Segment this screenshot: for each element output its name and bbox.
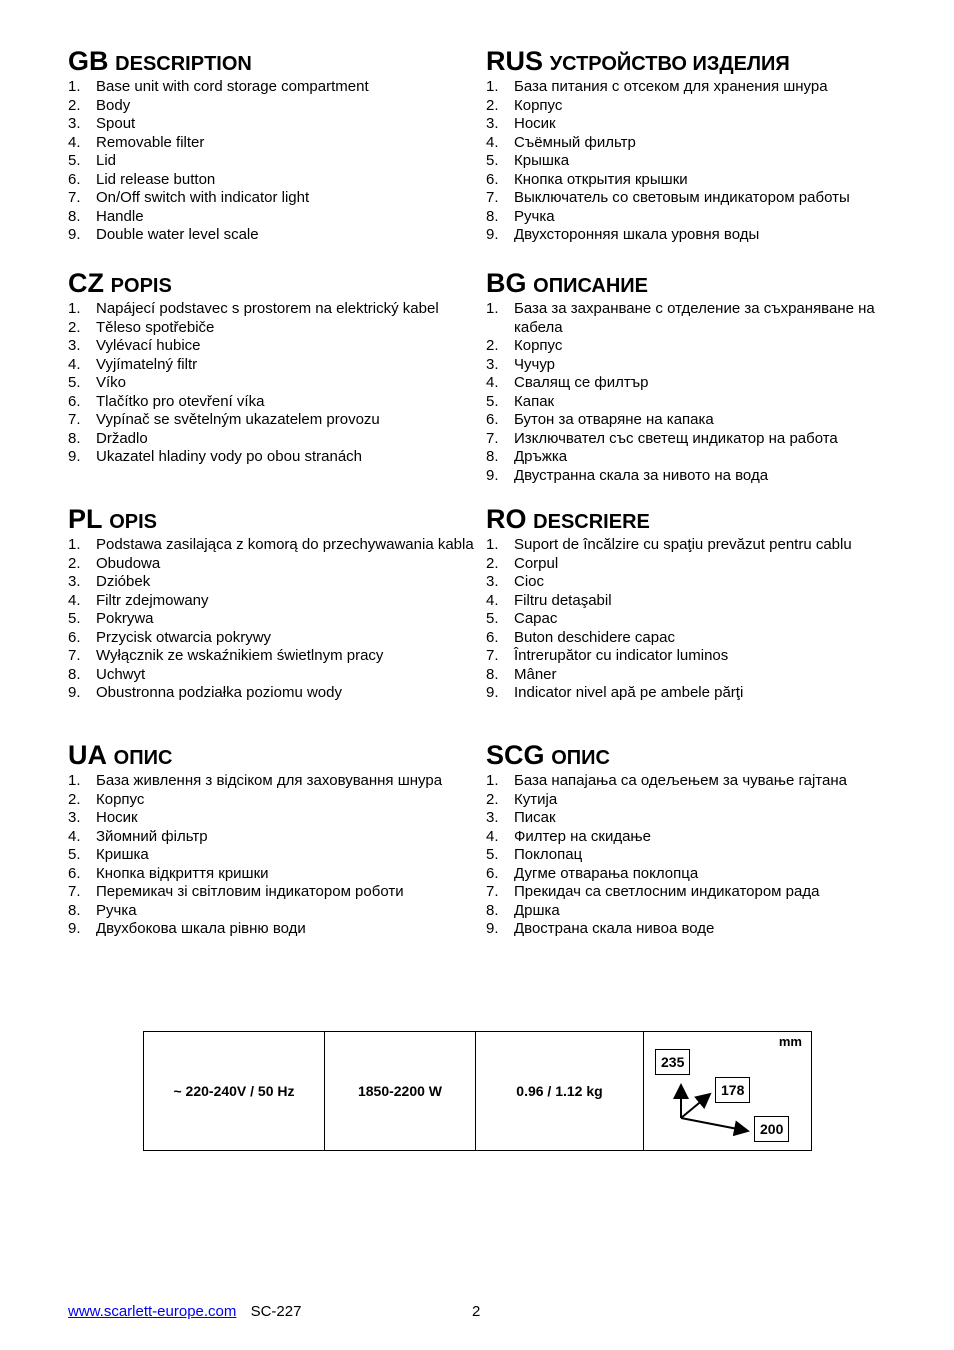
item-text: Кнопка открытия крышки: [514, 170, 688, 188]
item-number: 6.: [486, 411, 499, 428]
section-code: RUS: [486, 46, 544, 76]
item-number: 8.: [68, 207, 81, 225]
list-item: [486, 573, 896, 592]
section-cz: [68, 266, 478, 467]
item-number: 1.: [486, 536, 499, 553]
list-item: [486, 536, 896, 555]
list-item: [68, 356, 478, 375]
section-title: [68, 44, 478, 78]
item-number: 7.: [486, 189, 499, 206]
list-item: [68, 374, 478, 393]
item-number: 1.: [68, 300, 81, 317]
item-text: Lid: [96, 152, 117, 169]
item-text: Handle: [96, 207, 144, 225]
page-number: 2: [472, 1303, 481, 1320]
item-text: Indicator nivel apă pe ambele părţi: [514, 684, 744, 701]
item-number: 9.: [68, 448, 81, 465]
item-number: 5.: [68, 610, 81, 627]
list-item: [68, 337, 478, 356]
item-text: Double water level scale: [96, 226, 259, 243]
item-number: 3.: [486, 355, 499, 373]
item-number: 6.: [68, 628, 81, 646]
dimension-unit: mm: [778, 1034, 802, 1049]
section-name: ОПИС: [113, 747, 173, 769]
item-text: Съёмный фильтр: [514, 133, 636, 151]
item-text: Lid release button: [96, 170, 216, 188]
item-number: 4.: [68, 827, 81, 845]
item-number: 1.: [486, 772, 499, 789]
section-title: [486, 738, 896, 772]
section-name: POPIS: [110, 275, 172, 297]
list-item: [68, 555, 478, 574]
item-number: 6.: [68, 170, 81, 188]
item-text: Vypínač se světelným ukazatelem provozu: [96, 411, 380, 428]
item-text: Носик: [514, 115, 556, 132]
section-title: [486, 44, 896, 78]
item-text: Бутон за отваряне на капака: [514, 411, 714, 428]
item-number: 9.: [68, 684, 81, 701]
item-number: 8.: [486, 448, 499, 465]
section-name: DESCRIPTION: [115, 53, 252, 75]
spec-row: [144, 1032, 812, 1151]
item-text: Vyjímatelný filtr: [96, 355, 198, 373]
list-item: [68, 772, 478, 791]
item-text: Капак: [514, 392, 555, 410]
item-number: 3.: [68, 809, 81, 826]
item-text: Ukazatel hladiny vody po obou stranách: [96, 448, 363, 465]
list-item: [68, 134, 478, 153]
section-title: [68, 502, 478, 536]
section-title: [486, 502, 896, 536]
item-text: Кришка: [96, 846, 149, 863]
item-number: 2.: [486, 96, 499, 114]
item-text: Дръжка: [514, 448, 568, 465]
section-ro: [486, 502, 896, 703]
website-link[interactable]: www.scarlett-europe.com: [68, 1303, 237, 1320]
item-number: 6.: [486, 170, 499, 188]
item-text: Víko: [96, 374, 127, 391]
list-item: [486, 791, 896, 810]
item-text: Uchwyt: [96, 665, 146, 683]
item-number: 5.: [68, 374, 81, 391]
list-item: [486, 629, 896, 648]
item-number: 5.: [68, 152, 81, 169]
item-text: Corpul: [514, 554, 559, 572]
item-number: 1.: [68, 772, 81, 789]
item-number: 2.: [486, 790, 499, 808]
item-number: 4.: [486, 374, 499, 391]
item-number: 3.: [486, 115, 499, 132]
list-item: [486, 171, 896, 190]
item-text: Těleso spotřebiče: [96, 318, 215, 336]
section-code: SCG: [486, 740, 545, 770]
list-item: [486, 666, 896, 685]
item-number: 1.: [68, 536, 81, 553]
item-text: Кутија: [514, 790, 558, 808]
item-text: Носик: [96, 809, 138, 826]
item-text: Поклопац: [514, 846, 583, 863]
parts-list: [68, 300, 478, 467]
item-text: Изключвател със светещ индикатор на работа: [514, 429, 838, 447]
item-text: Ручка: [96, 901, 137, 919]
item-number: 7.: [68, 647, 81, 664]
section-name: УСТРОЙСТВО ИЗДЕЛИЯ: [549, 53, 790, 75]
section-bg: [486, 266, 896, 485]
height-label: 235: [655, 1049, 690, 1075]
list-item: [68, 684, 478, 703]
list-item: [486, 448, 896, 467]
power-cell: 1850-2200 W: [325, 1032, 476, 1151]
list-item: [68, 592, 478, 611]
list-item: [486, 430, 896, 449]
item-number: 8.: [486, 901, 499, 919]
item-text: Pokrywa: [96, 610, 154, 627]
list-item: [486, 647, 896, 666]
item-number: 3.: [68, 573, 81, 590]
width-label: 200: [754, 1116, 789, 1142]
item-number: 3.: [486, 573, 499, 590]
list-item: [68, 78, 478, 97]
item-text: Spout: [96, 115, 136, 132]
item-number: 6.: [68, 392, 81, 410]
list-item: [68, 448, 478, 467]
list-item: [68, 809, 478, 828]
item-number: 8.: [68, 901, 81, 919]
item-number: 6.: [68, 864, 81, 882]
list-item: [486, 467, 896, 486]
list-item: [486, 115, 896, 134]
list-item: [68, 666, 478, 685]
list-item: [68, 647, 478, 666]
item-number: 1.: [486, 78, 499, 95]
item-text: Držadlo: [96, 429, 148, 447]
list-item: [486, 555, 896, 574]
item-text: Свалящ се филтър: [514, 374, 649, 391]
item-number: 5.: [486, 392, 499, 410]
item-text: Корпус: [514, 96, 563, 114]
list-item: [486, 846, 896, 865]
list-item: [486, 902, 896, 921]
list-item: [68, 828, 478, 847]
list-item: [486, 828, 896, 847]
list-item: [486, 684, 896, 703]
item-number: 5.: [486, 846, 499, 863]
list-item: [486, 920, 896, 939]
item-number: 4.: [68, 355, 81, 373]
list-item: [486, 78, 896, 97]
list-item: [68, 300, 478, 319]
item-number: 3.: [68, 337, 81, 354]
item-text: Двустранна скала за нивото на вода: [514, 466, 769, 484]
item-number: 5.: [68, 846, 81, 863]
section-gb: [68, 44, 478, 245]
item-number: 4.: [486, 133, 499, 151]
item-text: Suport de încălzire cu spaţiu prevăzut pentru cablu: [514, 536, 852, 553]
list-item: [68, 171, 478, 190]
list-item: [68, 152, 478, 171]
parts-list: [486, 78, 896, 245]
item-text: Capac: [514, 610, 558, 627]
list-item: [68, 610, 478, 629]
item-number: 7.: [486, 647, 499, 664]
item-text: Base unit with cord storage compartment: [96, 78, 369, 95]
section-code: UA: [68, 740, 107, 770]
item-number: 8.: [486, 665, 499, 683]
item-text: Filtru detaşabil: [514, 591, 612, 609]
list-item: [486, 152, 896, 171]
list-item: [486, 226, 896, 245]
section-title: [486, 266, 896, 300]
item-number: 9.: [486, 920, 499, 937]
list-item: [68, 411, 478, 430]
voltage-cell: ~ 220-240V / 50 Hz: [144, 1032, 325, 1151]
item-number: 8.: [486, 207, 499, 225]
list-item: [68, 97, 478, 116]
item-number: 2.: [68, 96, 81, 114]
item-text: Дршка: [514, 901, 560, 919]
list-item: [68, 865, 478, 884]
parts-list: [68, 78, 478, 245]
list-item: [486, 356, 896, 375]
item-text: Napájecí podstavec s prostorem na elektrický kabel: [96, 300, 439, 317]
list-item: [68, 629, 478, 648]
item-text: Filtr zdejmowany: [96, 591, 209, 609]
item-text: Корпус: [514, 337, 563, 354]
item-text: Выключатель со световым индикатором работы: [514, 189, 850, 206]
item-text: Întrerupător cu indicator luminos: [514, 647, 729, 664]
item-number: 9.: [68, 226, 81, 243]
item-text: Писак: [514, 809, 556, 826]
item-text: Крышка: [514, 152, 570, 169]
section-title: [68, 738, 478, 772]
list-item: [68, 226, 478, 245]
item-number: 5.: [486, 152, 499, 169]
item-number: 8.: [68, 429, 81, 447]
item-number: 7.: [68, 883, 81, 900]
list-item: [486, 809, 896, 828]
item-text: База напајања са одељењем за чување гајтана: [514, 772, 847, 789]
list-item: [68, 208, 478, 227]
list-item: [486, 337, 896, 356]
item-text: База питания с отсеком для хранения шнура: [514, 78, 828, 95]
section-name: ОПИСАНИЕ: [533, 275, 649, 297]
item-text: Obustronna podziałka poziomu wody: [96, 684, 342, 701]
item-text: Корпус: [96, 790, 145, 808]
list-item: [486, 772, 896, 791]
item-text: Removable filter: [96, 133, 205, 151]
parts-list: [68, 536, 478, 703]
item-number: 9.: [486, 466, 499, 484]
item-text: Wyłącznik ze wskaźnikiem świetlnym pracy: [96, 647, 384, 664]
list-item: [486, 134, 896, 153]
item-number: 2.: [68, 790, 81, 808]
list-item: [486, 865, 896, 884]
item-text: Obudowa: [96, 554, 161, 572]
list-item: [68, 430, 478, 449]
item-number: 4.: [486, 827, 499, 845]
list-item: [486, 97, 896, 116]
item-number: 2.: [486, 337, 499, 354]
item-number: 7.: [486, 429, 499, 447]
item-text: База за захранване с отделение за съхраняване на кабела: [514, 300, 875, 336]
item-number: 5.: [486, 610, 499, 627]
section-code: PL: [68, 504, 103, 534]
section-code: GB: [68, 46, 109, 76]
item-text: Филтер на скидање: [514, 827, 651, 845]
item-text: Przycisk otwarcia pokrywy: [96, 628, 272, 646]
list-item: [486, 411, 896, 430]
list-item: [486, 883, 896, 902]
item-text: Двухбокова шкала рівню води: [96, 920, 306, 937]
list-item: [68, 920, 478, 939]
item-number: 9.: [486, 684, 499, 701]
section-name: ОПИС: [551, 747, 610, 769]
item-text: База живлення з відсіком для заховування шнура: [96, 772, 443, 789]
list-item: [486, 374, 896, 393]
item-number: 7.: [486, 883, 499, 900]
item-text: Дугме отварања поклопца: [514, 864, 699, 882]
list-item: [486, 393, 896, 412]
item-number: 3.: [486, 809, 499, 826]
list-item: [68, 902, 478, 921]
item-text: Кнопка відкриття кришки: [96, 864, 269, 882]
item-text: Body: [96, 96, 131, 114]
section-name: OPIS: [109, 511, 157, 533]
section-name: DESCRIERE: [533, 511, 650, 533]
parts-list: [486, 300, 896, 485]
list-item: [68, 189, 478, 208]
item-number: 2.: [486, 554, 499, 572]
item-number: 4.: [68, 591, 81, 609]
item-text: Buton deschidere capac: [514, 628, 675, 646]
item-text: Двухсторонняя шкала уровня воды: [514, 226, 760, 243]
item-number: 7.: [68, 189, 81, 206]
section-scg: [486, 738, 896, 939]
item-number: 7.: [68, 411, 81, 428]
item-text: Перемикач зі світловим індикатором роботи: [96, 883, 404, 900]
section-code: RO: [486, 504, 527, 534]
parts-list: [68, 772, 478, 939]
item-text: Dzióbek: [96, 573, 151, 590]
spec-table: [143, 1031, 812, 1151]
item-text: Tlačítko pro otevření víka: [96, 392, 265, 410]
footer: [68, 1303, 301, 1321]
list-item: [68, 536, 478, 555]
list-item: [486, 592, 896, 611]
item-number: 4.: [486, 591, 499, 609]
item-number: 9.: [486, 226, 499, 243]
item-number: 1.: [486, 300, 499, 317]
item-text: Podstawa zasilająca z komorą do przechywawania kabla: [96, 536, 474, 553]
list-item: [68, 573, 478, 592]
item-text: Зйомний фільтр: [96, 827, 208, 845]
item-number: 6.: [486, 628, 499, 646]
depth-label: 178: [715, 1077, 750, 1103]
section-code: CZ: [68, 268, 104, 298]
item-text: Vylévací hubice: [96, 337, 201, 354]
list-item: [486, 300, 896, 337]
list-item: [486, 189, 896, 208]
section-title: [68, 266, 478, 300]
item-number: 2.: [68, 554, 81, 572]
list-item: [68, 846, 478, 865]
item-text: Mâner: [514, 665, 557, 683]
dimensions-cell: [644, 1032, 812, 1151]
item-text: Прекидач са светлосним индикатором рада: [514, 883, 820, 900]
list-item: [68, 791, 478, 810]
item-text: On/Off switch with indicator light: [96, 189, 310, 206]
item-number: 9.: [68, 920, 81, 937]
parts-list: [486, 772, 896, 939]
item-text: Чучур: [514, 355, 555, 373]
item-number: 4.: [68, 133, 81, 151]
list-item: [486, 208, 896, 227]
weight-cell: 0.96 / 1.12 kg: [476, 1032, 644, 1151]
item-text: Двострана скала нивоа воде: [514, 920, 715, 937]
item-number: 8.: [68, 665, 81, 683]
parts-list: [486, 536, 896, 703]
list-item: [68, 115, 478, 134]
item-text: Cioc: [514, 573, 545, 590]
section-code: BG: [486, 268, 527, 298]
item-number: 2.: [68, 318, 81, 336]
item-text: Ручка: [514, 207, 555, 225]
list-item: [486, 610, 896, 629]
item-number: 3.: [68, 115, 81, 132]
list-item: [68, 319, 478, 338]
list-item: [68, 883, 478, 902]
item-number: 1.: [68, 78, 81, 95]
section-ua: [68, 738, 478, 939]
section-rus: [486, 44, 896, 245]
model-number: SC-227: [250, 1303, 302, 1320]
list-item: [68, 393, 478, 412]
item-number: 6.: [486, 864, 499, 882]
section-pl: [68, 502, 478, 703]
